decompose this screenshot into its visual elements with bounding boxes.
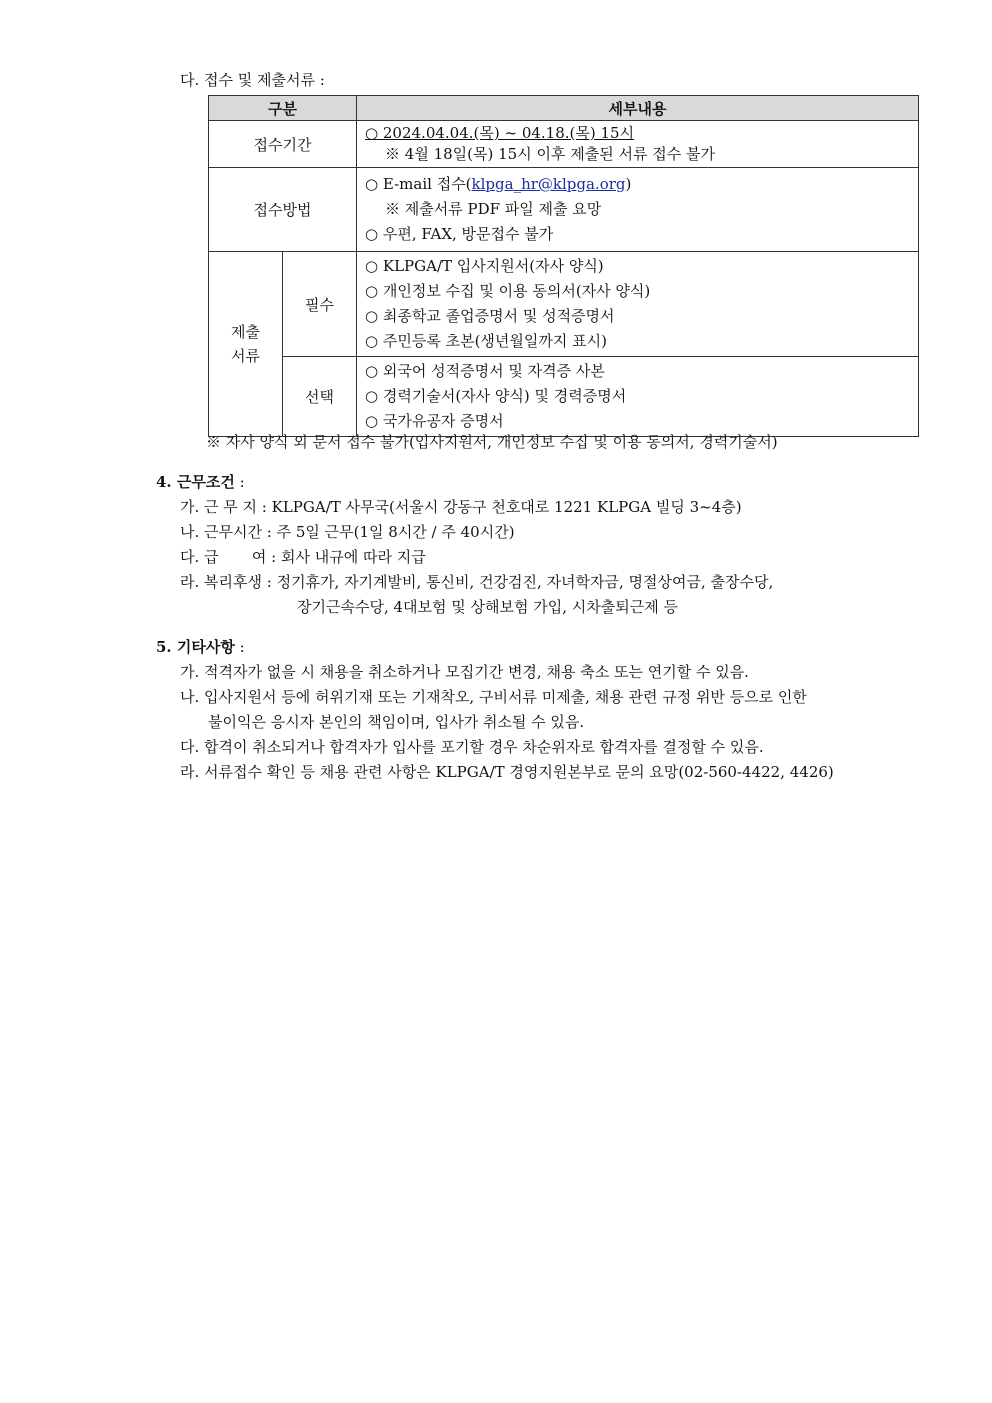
docs-label-line1: 제출 bbox=[231, 323, 260, 341]
table-note: ※ 자사 양식 외 문서 접수 불가(입사지원서, 개인정보 수집 및 이용 동의서, 경력기술서) bbox=[206, 433, 778, 451]
required-label: 필수 bbox=[283, 252, 357, 357]
section4-colon: : bbox=[234, 473, 245, 491]
required-doc-item: ○ 주민등록 초본(생년월일까지 표시) bbox=[365, 332, 607, 350]
note-item: 나. 입사지원서 등에 허위기재 또는 기재착오, 구비서류 미제출, 채용 관련 규정 위반 등으로 인한 bbox=[180, 688, 807, 706]
docs-label bbox=[209, 252, 283, 437]
submission-table bbox=[208, 95, 919, 437]
required-doc-item: ○ 최종학교 졸업증명서 및 성적증명서 bbox=[365, 307, 615, 325]
benefits-continued: 장기근속수당, 4대보험 및 상해보험 가입, 시차출퇴근제 등 bbox=[297, 598, 678, 616]
required-docs bbox=[357, 252, 919, 357]
benefits: 라. 복리후생 : 정기휴가, 자기계발비, 통신비, 건강검진, 자녀학자금, 명절상여금, 출장수당, bbox=[180, 573, 774, 591]
docs-label-line2: 서류 bbox=[231, 347, 260, 365]
work-hours: 나. 근무시간 : 주 5일 근무(1일 8시간 / 주 40시간) bbox=[180, 523, 515, 541]
method-email-prefix: ○ E-mail 접수( bbox=[365, 175, 472, 193]
section4-title: 4. 근무조건 bbox=[156, 473, 235, 491]
method-label: 접수방법 bbox=[209, 168, 357, 252]
work-location: 가. 근 무 지 : KLPGA/T 사무국(서울시 강동구 천호대로 1221 KLPGA 빌딩 3~4층) bbox=[180, 498, 742, 516]
required-doc-item: ○ 개인정보 수집 및 이용 동의서(자사 양식) bbox=[365, 282, 651, 300]
note-item: 다. 합격이 취소되거나 합격자가 입사를 포기할 경우 차순위자로 합격자를 결정할 수 있음. bbox=[180, 738, 764, 756]
required-doc-item: ○ KLPGA/T 입사지원서(자사 양식) bbox=[365, 257, 604, 275]
period-label: 접수기간 bbox=[209, 121, 357, 168]
section5-heading bbox=[156, 637, 245, 657]
method-pdf-note: ※ 제출서류 PDF 파일 제출 요망 bbox=[385, 200, 602, 218]
optional-doc-item: ○ 경력기술서(자사 양식) 및 경력증명서 bbox=[365, 387, 627, 405]
header-details: 세부내용 bbox=[357, 96, 919, 121]
salary: 다. 급 여 : 회사 내규에 따라 지급 bbox=[180, 548, 426, 566]
section-c-title: 다. 접수 및 제출서류 : bbox=[180, 71, 325, 89]
optional-doc-item: ○ 국가유공자 증명서 bbox=[365, 412, 504, 430]
section5-title: 5. 기타사항 bbox=[156, 638, 235, 656]
period-note: ※ 4월 18일(목) 15시 이후 제출된 서류 접수 불가 bbox=[385, 145, 715, 163]
method-content bbox=[357, 168, 919, 252]
method-no-mail: ○ 우편, FAX, 방문접수 불가 bbox=[365, 225, 554, 243]
period-content bbox=[357, 121, 919, 168]
email-link[interactable]: klpga_hr@klpga.org bbox=[471, 175, 626, 193]
header-category: 구분 bbox=[209, 96, 357, 121]
period-dates: ○ 2024.04.04.(목) ~ 04.18.(목) 15시 bbox=[365, 124, 635, 142]
section5-colon: : bbox=[234, 638, 245, 656]
optional-doc-item: ○ 외국어 성적증명서 및 자격증 사본 bbox=[365, 362, 605, 380]
note-item: 라. 서류접수 확인 등 채용 관련 사항은 KLPGA/T 경영지원본부로 문의 요망(02-560-4422, 4426) bbox=[180, 763, 834, 781]
note-item-continued: 불이익은 응시자 본인의 책임이며, 입사가 취소될 수 있음. bbox=[208, 713, 585, 731]
section4-heading bbox=[156, 472, 245, 492]
optional-label: 선택 bbox=[283, 357, 357, 437]
method-email-suffix: ) bbox=[625, 175, 632, 193]
optional-docs bbox=[357, 357, 919, 437]
note-item: 가. 적격자가 없을 시 채용을 취소하거나 모집기간 변경, 채용 축소 또는 연기할 수 있음. bbox=[180, 663, 749, 681]
